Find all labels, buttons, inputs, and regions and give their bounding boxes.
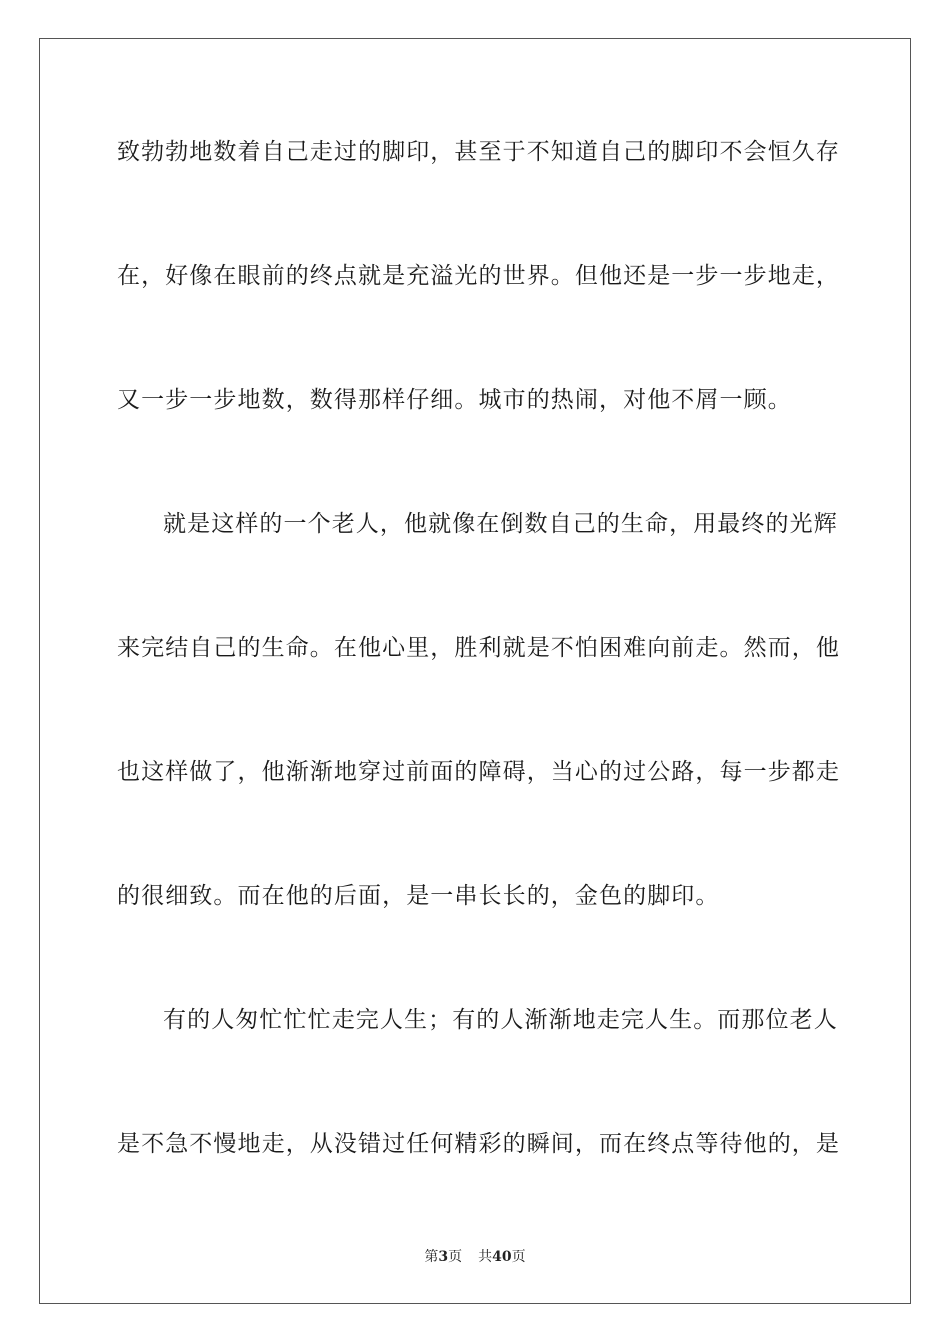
text-line-7: 的很细致。而在他的后面，是一串长长的，金色的脚印。 [117, 883, 720, 909]
text-line-3: 又一步一步地数，数得那样仔细。城市的热闹，对他不屑一顾。 [117, 387, 792, 413]
text-line-4: 就是这样的一个老人，他就像在倒数自己的生命，用最终的光辉 [163, 511, 838, 537]
text-line-5: 来完结自己的生命。在他心里，胜利就是不怕困难向前走。然而，他 [117, 635, 840, 661]
total-pages: 40 [492, 1249, 512, 1265]
page-prefix: 第 [424, 1249, 439, 1265]
text-line-1: 致勃勃地数着自己走过的脚印，甚至于不知道自己的脚印不会恒久存 [117, 139, 840, 165]
text-line-6: 也这样做了，他渐渐地穿过前面的障碍，当心的过公路，每一步都走 [117, 759, 840, 785]
text-line-2: 在，好像在眼前的终点就是充溢光的世界。但他还是一步一步地走， [117, 263, 840, 289]
page-number: 3 [438, 1249, 449, 1265]
page-suffix: 页 [448, 1249, 463, 1265]
text-line-9: 是不急不慢地走，从没错过任何精彩的瞬间，而在终点等待他的，是 [117, 1131, 840, 1157]
text-line-8: 有的人匆忙忙忙走完人生；有的人渐渐地走完人生。而那位老人 [163, 1007, 838, 1033]
total-suffix: 页 [511, 1249, 526, 1265]
page-footer [0, 1248, 950, 1266]
page-border [39, 38, 911, 1304]
total-prefix: 共 [478, 1249, 493, 1265]
